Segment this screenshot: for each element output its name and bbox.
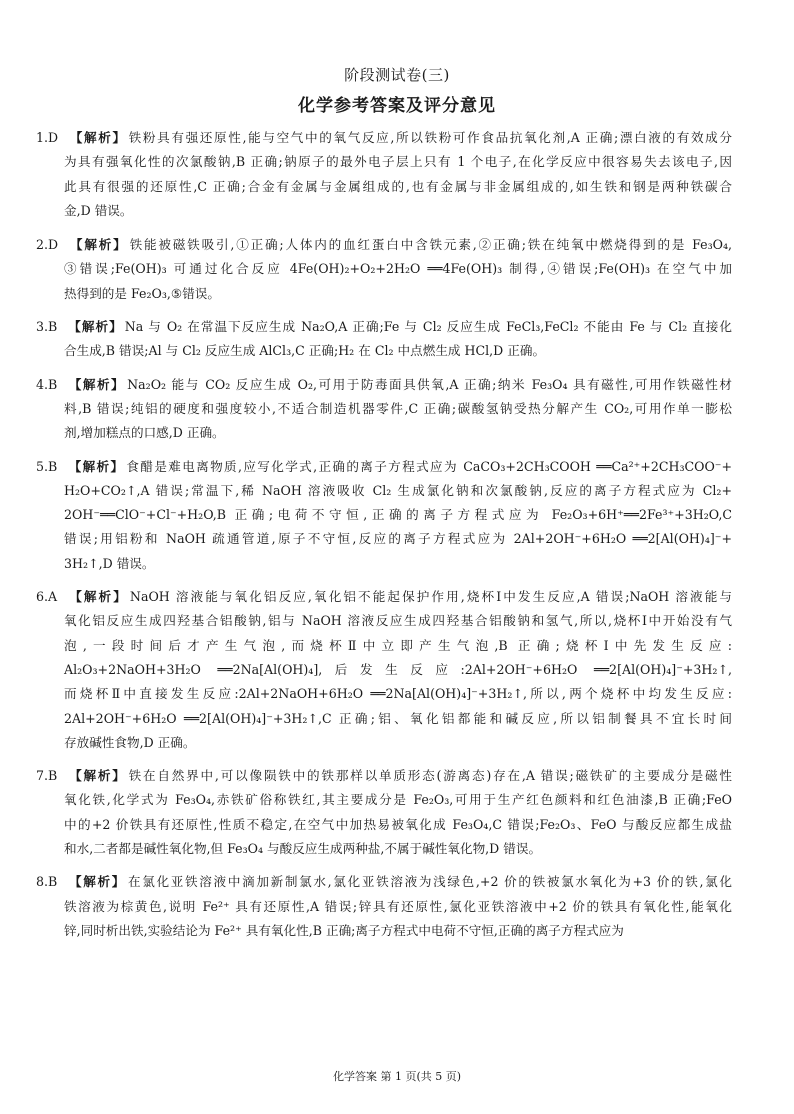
analysis-tag: 【解析】 <box>67 376 126 392</box>
answer-text: 铁粉具有强还原性,能与空气中的氧气反应,所以铁粉可作食品抗氧化剂,A 正确;漂白液的有效成分 <box>128 130 732 145</box>
answer-line <box>0 837 732 861</box>
answer-line <box>0 175 732 199</box>
answer-text: Na₂O₂ 能与 CO₂ 反应生成 O₂,可用于防毒面具供氧,A 正确;纳米 Fe₃O₄ 具有磁性,可用作铁磁性材 <box>127 376 732 392</box>
answer-text: 3H₂↑,D 错误。 <box>64 555 155 571</box>
analysis-tag: 【解析】 <box>67 874 126 890</box>
analysis-tag: 【解析】 <box>67 589 128 605</box>
question-number: 2.D <box>36 237 59 253</box>
answer-line <box>0 870 732 894</box>
answer-line <box>0 257 732 281</box>
answer-line <box>0 233 732 257</box>
answer-line <box>0 764 732 788</box>
answer-text: H₂O+CO₂↑,A 错误;常温下,稀 NaOH 溶液吸收 Cl₂ 生成氯化钠和次氯酸钠,反应的离子方程式应为 Cl₂+ <box>64 482 732 498</box>
answer-text: 热得到的是 Fe₂O₃,⑤错误。 <box>64 285 220 301</box>
answer-text: 和水,二者都是碱性氧化物,但 Fe₃O₄ 与酸反应生成两种盐,不属于碱性氧化物,D 错误。 <box>64 841 542 857</box>
answer-text: 铁溶液为棕黄色,说明 Fe²⁺ 具有还原性,A 错误;锌具有还原性,氯化亚铁溶液中+2 价的铁具有氧化性,能氧化 <box>64 898 732 914</box>
answer-text: 存放碱性食物,D 正确。 <box>64 734 196 750</box>
answer-line <box>0 527 732 551</box>
answer-text: 锌,同时析出铁,实验结论为 Fe²⁺ 具有氧化性,B 正确;离子方程式中电荷不守恒,正确的离子方程式应为 <box>64 922 624 938</box>
answer-text: 铁在自然界中,可以像陨铁中的铁那样以单质形态(游离态)存在,A 错误;磁铁矿的主要成分是磁性 <box>128 768 732 784</box>
answer-line <box>0 895 732 919</box>
answer-line <box>0 552 732 576</box>
question-number: 1.D <box>36 130 59 145</box>
answer-line <box>0 788 732 812</box>
answer-list <box>0 117 794 943</box>
analysis-tag: 【解析】 <box>68 130 127 145</box>
answer-text: Na 与 O₂ 在常温下反应生成 Na₂O,A 正确;Fe 与 Cl₂ 反应生成 FeCl₃,FeCl₂ 不能由 Fe 与 Cl₂ 直接化 <box>124 319 732 335</box>
answer-item <box>0 373 794 446</box>
answer-text: 氧化铝反应生成四羟基合铝酸钠,铝与 NaOH 溶液反应生成四羟基合铝酸钠和氢气,所以,烧杯Ⅰ中开始没有气 <box>64 613 732 629</box>
answer-line <box>0 634 732 658</box>
page-subtitle: 化学参考答案及评分意见 <box>298 96 496 116</box>
answer-line <box>0 126 732 150</box>
answer-text: NaOH 溶液能与氧化铝反应,氧化铝不能起保护作用,烧杯Ⅰ中发生反应,A 错误;NaOH 溶液能与 <box>129 589 732 605</box>
question-number: 5.B <box>36 458 58 474</box>
answer-text: 金,D 错误。 <box>64 202 133 218</box>
answer-line <box>0 585 732 609</box>
answer-text: 为具有强氧化性的次氯酸钠,B 正确;钠原子的最外电子层上只有 1 个电子,在化学反应中很容易失去该电子,因 <box>64 154 732 170</box>
answer-text: 2OH⁻══ClO⁻+Cl⁻+H₂O,B 正确;电荷不守恒,正确的离子方程式应为 Fe₂O₃+6H⁺══2Fe³⁺+3H₂O,C <box>64 507 732 523</box>
answer-line <box>0 315 732 339</box>
page-title: 阶段测试卷(三) <box>344 66 450 84</box>
question-number: 6.A <box>36 589 58 605</box>
answer-line <box>0 503 732 527</box>
answer-item <box>0 233 794 306</box>
answer-text: 在氯化亚铁溶液中滴加新制氯水,氯化亚铁溶液为浅绿色,+2 价的铁被氯水氧化为+3 价的铁,氯化 <box>128 874 732 890</box>
answer-item <box>0 455 794 576</box>
answer-line <box>0 919 732 943</box>
answer-item <box>0 870 794 943</box>
analysis-tag: 【解析】 <box>67 458 125 474</box>
answer-text: 食醋是难电离物质,应写化学式,正确的离子方程式应为 CaCO₃+2CH₃COOH ══Ca²⁺+2CH₃COO⁻+ <box>126 458 732 474</box>
answer-item <box>0 585 794 755</box>
answer-item <box>0 764 794 861</box>
answer-line <box>0 731 732 755</box>
answer-line <box>0 199 732 223</box>
page-footer: 化学答案 第 1 页(共 5 页) <box>332 1070 462 1083</box>
answer-item <box>0 126 794 223</box>
answer-text: 而烧杯Ⅱ中直接发生反应:2Al+2NaOH+6H₂O ══2Na[Al(OH)₄]⁻+3H₂↑,所以,两个烧杯中均发生反应: <box>64 686 732 702</box>
answer-line <box>0 373 732 397</box>
answer-line <box>0 421 732 445</box>
answer-line <box>0 658 732 682</box>
question-number: 8.B <box>36 874 58 890</box>
answer-text: 铁能被磁铁吸引,①正确;人体内的血红蛋白中含铁元素,②正确;铁在纯氧中燃烧得到的是 Fe₃O₄, <box>129 237 732 253</box>
analysis-tag: 【解析】 <box>68 237 128 253</box>
answer-text: 泡,一段时间后才产生气泡,而烧杯Ⅱ中立即产生气泡,B 正确;烧杯Ⅰ中先发生反应: <box>64 637 732 653</box>
answer-item <box>0 315 794 364</box>
question-number: 3.B <box>36 319 58 335</box>
answer-text: 氧化铁,化学式为 Fe₃O₄,赤铁矿俗称铁红,其主要成分是 Fe₂O₃,可用于生产红色颜料和红色油漆,B 正确;FeO <box>64 792 732 808</box>
answer-line <box>0 479 732 503</box>
answer-line <box>0 609 732 633</box>
answer-text: ③错误;Fe(OH)₃ 可通过化合反应 4Fe(OH)₂+O₂+2H₂O ══4Fe(OH)₃ 制得,④错误;Fe(OH)₃ 在空气中加 <box>64 261 732 277</box>
answer-text: 此具有很强的还原性,C 正确;合金有金属与金属组成的,也有金属与非金属组成的,如生铁和钢是两种铁碳合 <box>64 178 732 194</box>
answer-text: 错误;用铝粉和 NaOH 疏通管道,原子不守恒,反应的离子方程式应为 2Al+2OH⁻+6H₂O ══2[Al(OH)₄]⁻+ <box>64 531 732 547</box>
answer-line <box>0 682 732 706</box>
answer-line <box>0 813 732 837</box>
answer-line <box>0 339 732 363</box>
answer-line <box>0 282 732 306</box>
question-number: 4.B <box>36 376 58 392</box>
answer-text: 剂,增加糕点的口感,D 正确。 <box>64 425 225 441</box>
answer-text: 中的+2 价铁具有还原性,性质不稳定,在空气中加热易被氧化成 Fe₃O₄,C 错误;Fe₂O₃、FeO 与酸反应都生成盐 <box>64 816 732 832</box>
answer-line <box>0 397 732 421</box>
answer-line <box>0 707 732 731</box>
answer-text: 2Al+2OH⁻+6H₂O ══2[Al(OH)₄]⁻+3H₂↑,C 正确;铝、氧化铝都能和碱反应,所以铝制餐具不宜长时间 <box>64 710 732 726</box>
question-number: 7.B <box>36 768 58 784</box>
answer-text: 料,B 错误;纯铝的硬度和强度较小,不适合制造机器零件,C 正确;碳酸氢钠受热分解产生 CO₂,可用作单一膨松 <box>64 400 732 416</box>
answer-text: 合生成,B 错误;Al 与 Cl₂ 反应生成 AlCl₃,C 正确;H₂ 在 Cl₂ 中点燃生成 HCl,D 正确。 <box>64 343 546 359</box>
answer-line <box>0 150 732 174</box>
answer-text: Al₂O₃+2NaOH+3H₂O ══2Na[Al(OH)₄],后发生反应:2Al+2OH⁻+6H₂O ══2[Al(OH)₄]⁻+3H₂↑, <box>64 661 732 677</box>
analysis-tag: 【解析】 <box>67 319 123 335</box>
answer-line <box>0 455 732 479</box>
analysis-tag: 【解析】 <box>67 768 127 784</box>
